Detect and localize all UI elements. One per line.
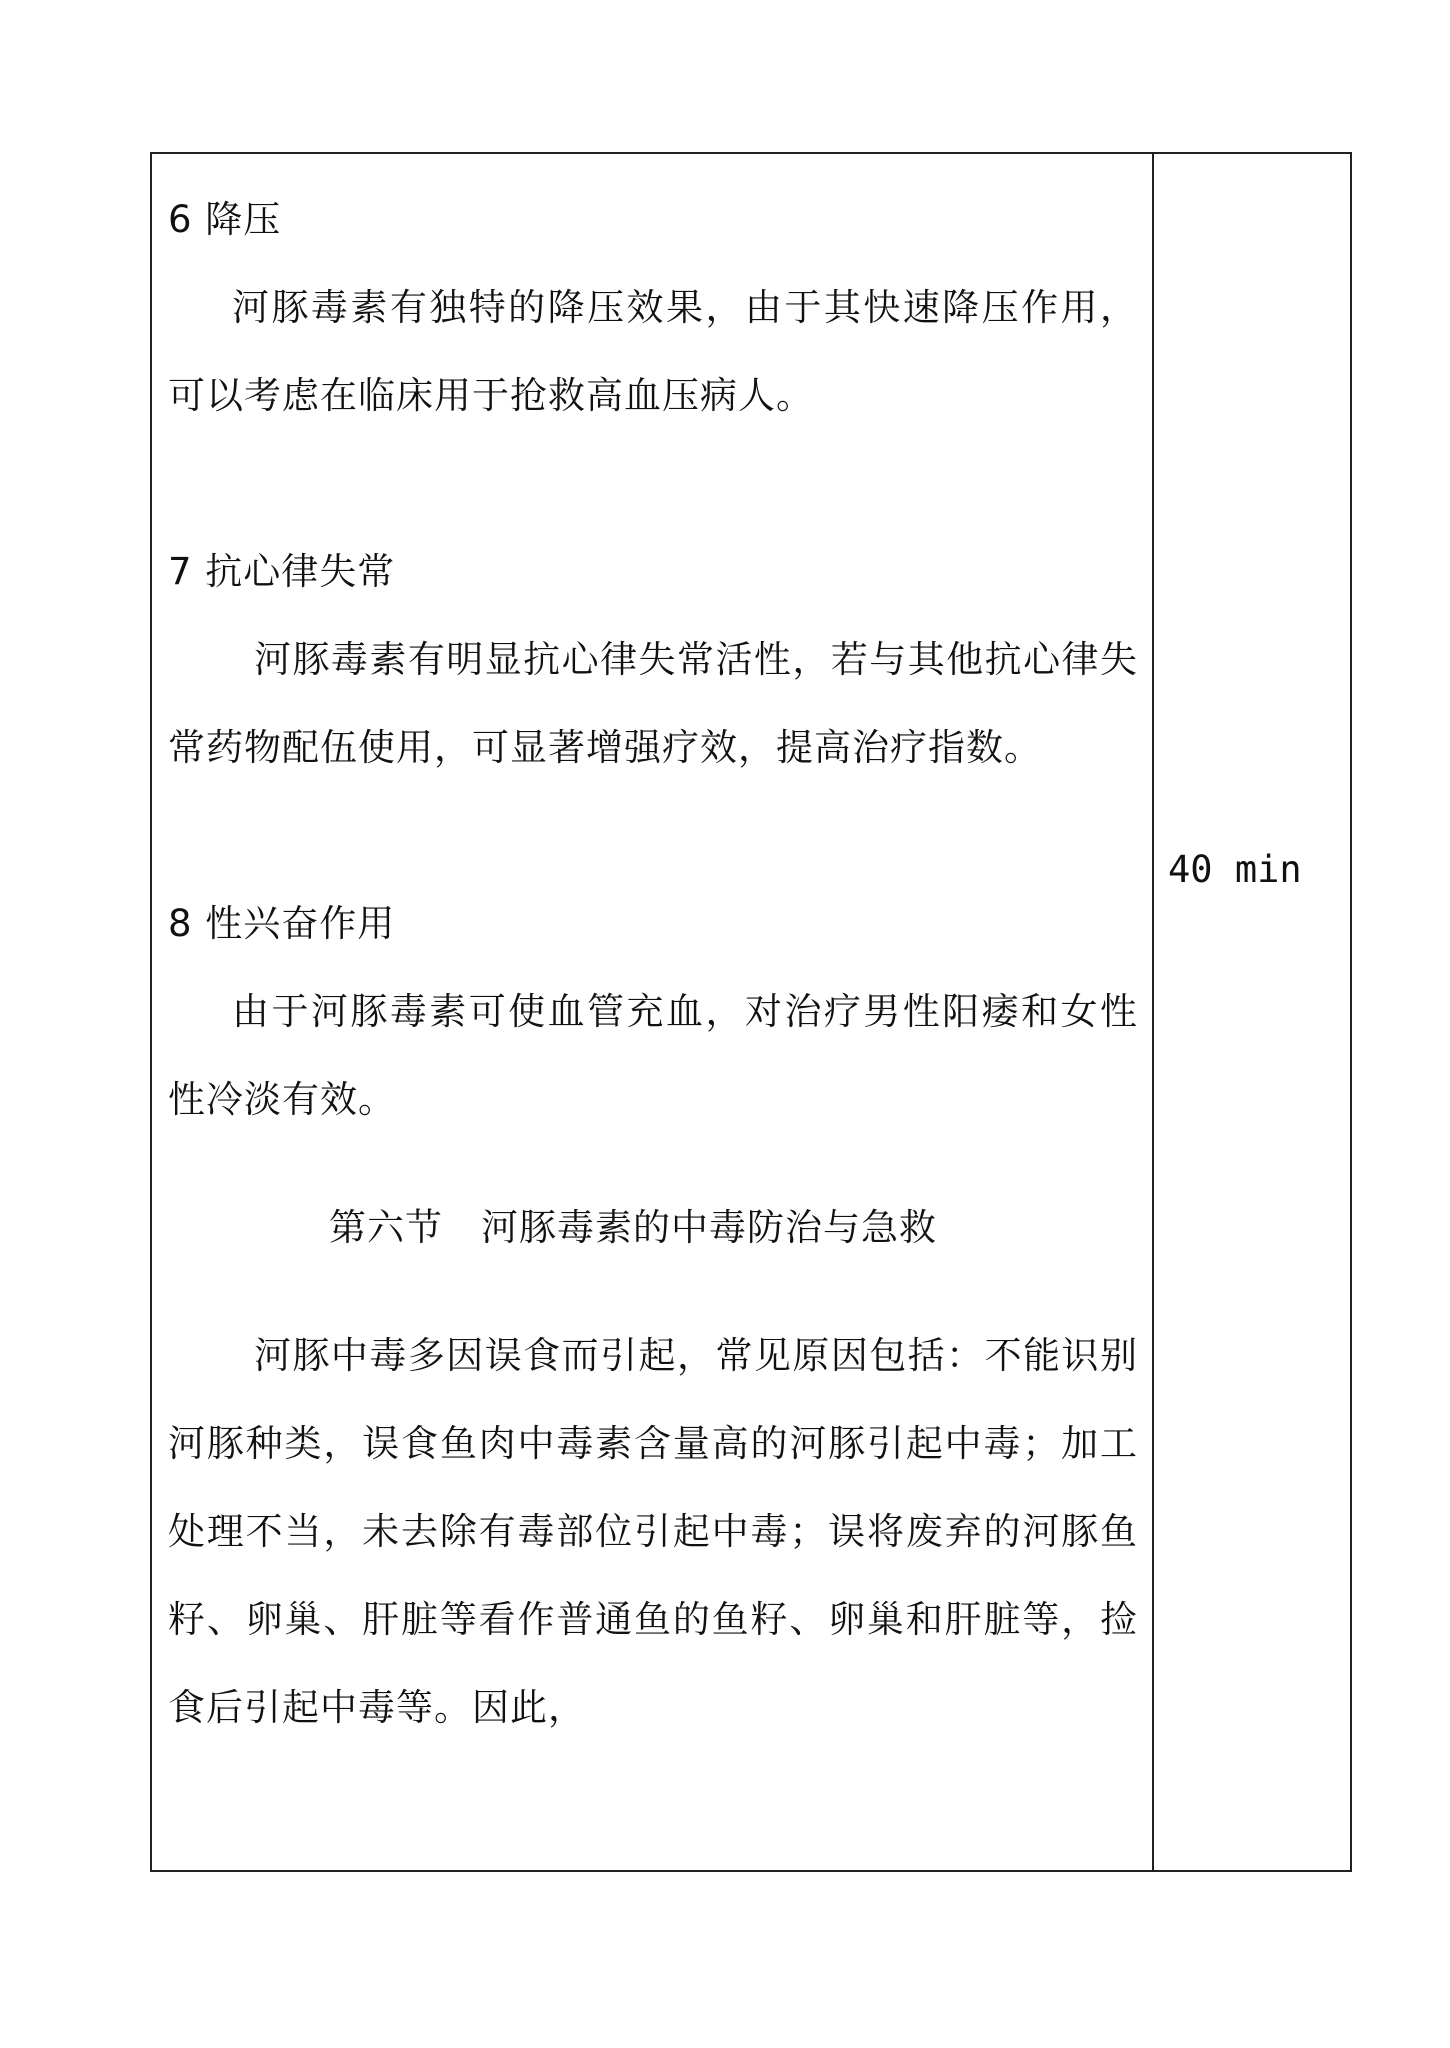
section-6-body: 河豚毒素有独特的降压效果，由于其快速降压作用，可以考虑在临床用于抢救高血压病人。	[168, 286, 1138, 417]
section-8-heading: 8 性兴奋作用	[168, 902, 396, 945]
section-title: 第六节 河豚毒素的中毒防治与急救	[329, 1206, 937, 1249]
time-cell	[1154, 154, 1352, 1870]
section-8-body: 由于河豚毒素可使血管充血，对治疗男性阳痿和女性性冷淡有效。	[168, 990, 1138, 1121]
spacer	[168, 1144, 1138, 1184]
lesson-table	[150, 152, 1352, 1872]
spacer	[168, 1272, 1138, 1312]
duration-label: 40 min	[1168, 848, 1302, 891]
spacer	[168, 440, 1138, 528]
spacer	[168, 792, 1138, 880]
section-7-body: 河豚毒素有明显抗心律失常活性，若与其他抗心律失常药物配伍使用，可显著增强疗效，提高治疗指数。	[168, 638, 1138, 769]
section-7-heading: 7 抗心律失常	[168, 550, 396, 593]
content-cell	[152, 154, 1152, 1870]
poisoning-body: 河豚中毒多因误食而引起，常见原因包括：不能识别河豚种类，误食鱼肉中毒素含量高的河豚引起中毒；加工处理不当，未去除有毒部位引起中毒；误将废弃的河豚鱼籽、卵巢、肝脏等看作普通鱼的鱼籽、卵巢和肝脏等，捡食后引起中毒等。因此，	[168, 1334, 1138, 1729]
section-6-heading: 6 降压	[168, 198, 282, 241]
